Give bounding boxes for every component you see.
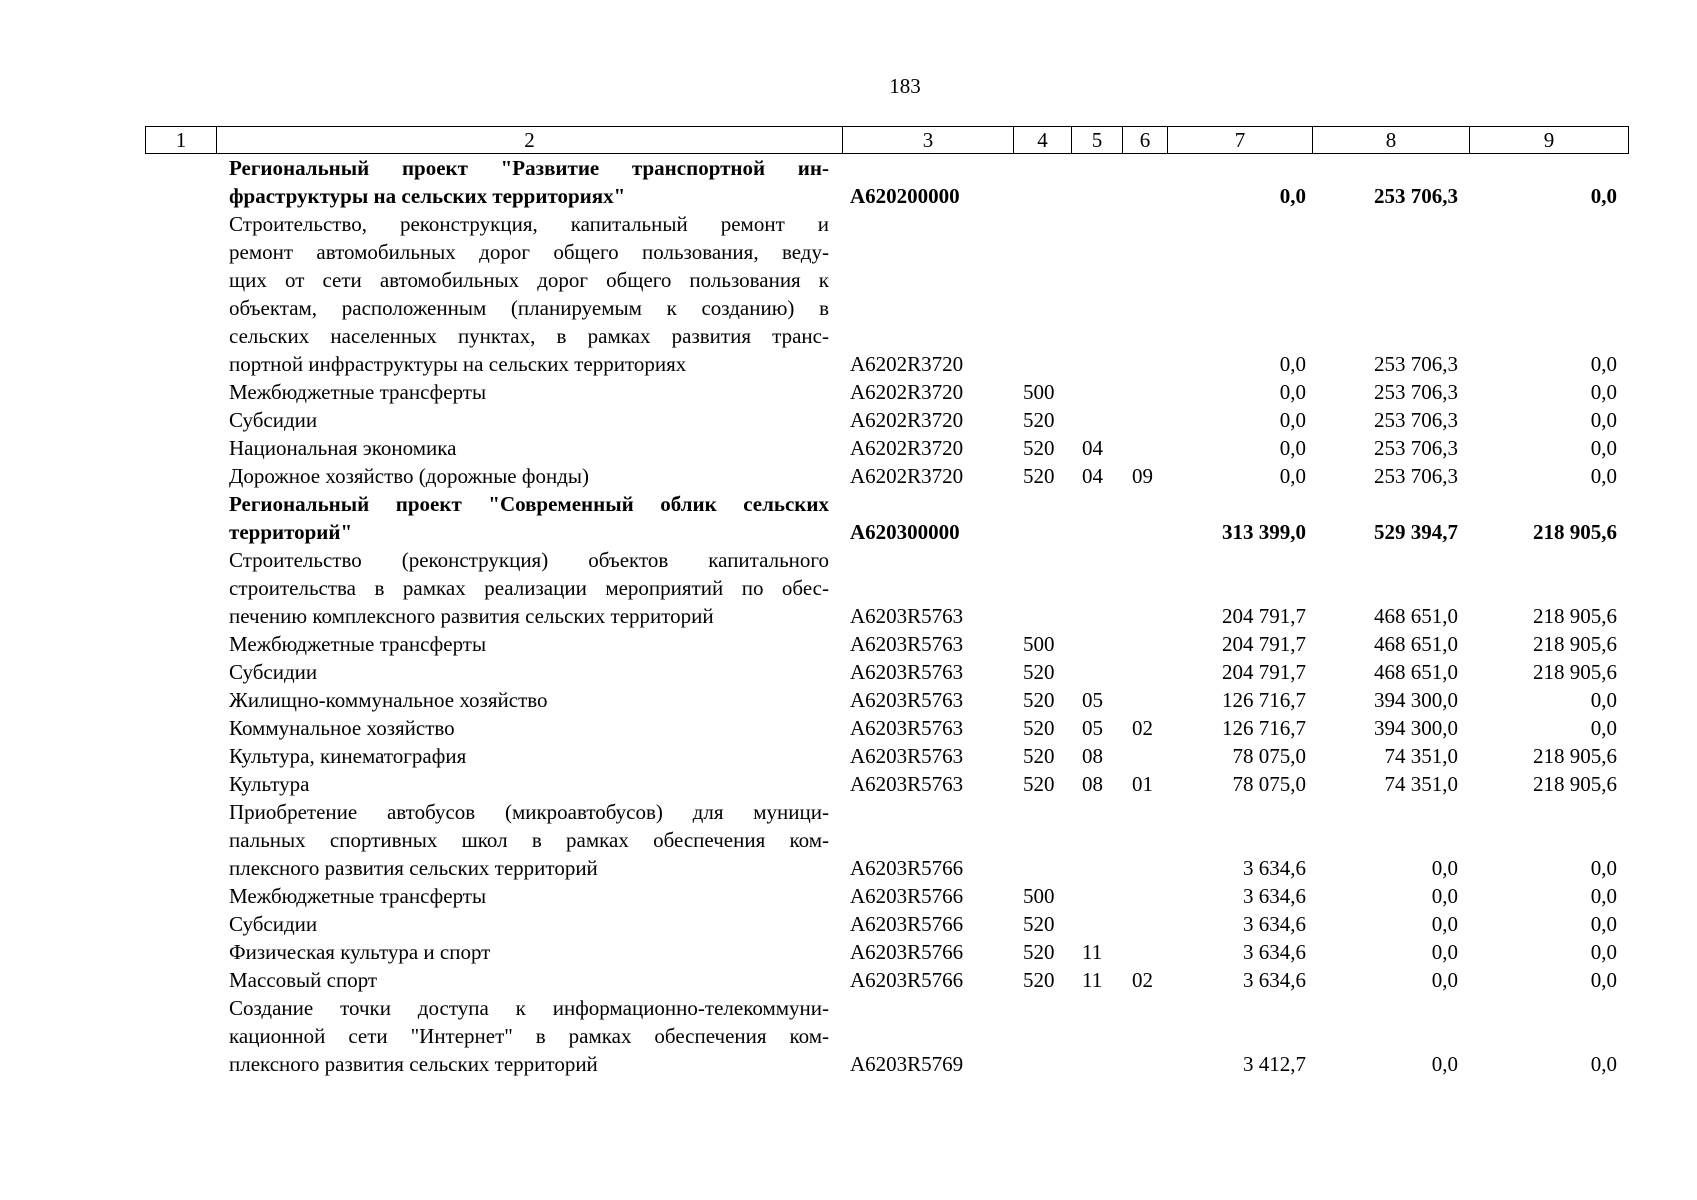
expense-type: 520	[1023, 772, 1055, 796]
row-description	[145, 546, 842, 630]
table-row	[145, 378, 1641, 406]
target-code: А6202R3720	[850, 352, 964, 376]
description-line: пальных спортивных школ в рамках обеспечения ком-	[229, 828, 829, 852]
table-row	[145, 798, 1641, 882]
amount-col-9: 0,0	[1590, 968, 1617, 992]
amount-col-9: 0,0	[1590, 408, 1617, 432]
description-line: ремонт автомобильных дорог общего пользования, веду-	[229, 240, 829, 264]
amount-col-7: 204 791,7	[1222, 604, 1306, 628]
amount-col-7: 204 791,7	[1222, 632, 1306, 656]
target-code: А6203R5763	[850, 716, 964, 740]
table-row	[145, 994, 1641, 1078]
subsection	[1122, 630, 1167, 658]
amount-col-8: 468 651,0	[1374, 660, 1458, 684]
section	[1071, 602, 1122, 630]
subsection	[1122, 910, 1167, 938]
amount-col-9: 0,0	[1590, 884, 1617, 908]
page-number: 183	[889, 74, 921, 98]
header-cell-4: 4	[1014, 127, 1072, 154]
description-line: щих от сети автомобильных дорог общего пользования к	[229, 268, 829, 292]
description-line: Субсидии	[229, 408, 318, 432]
subsection	[1122, 602, 1167, 630]
subsection	[1122, 406, 1167, 434]
target-code: А6203R5763	[850, 604, 964, 628]
description-line: Межбюджетные трансферты	[229, 380, 487, 404]
expense-type: 520	[1023, 464, 1055, 488]
amount-col-8: 0,0	[1431, 940, 1458, 964]
description-line: Приобретение автобусов (микроавтобусов) для муници-	[229, 800, 829, 824]
description-line: Региональный проект "Развитие транспортной ин-	[229, 156, 829, 180]
section: 08	[1082, 744, 1103, 768]
row-description	[145, 434, 842, 462]
subsection: 09	[1132, 464, 1153, 488]
subsection	[1122, 742, 1167, 770]
expense-type: 520	[1023, 688, 1055, 712]
target-code: А6203R5763	[850, 772, 964, 796]
description-line: кационной сети "Интернет" в рамках обеспечения ком-	[229, 1024, 829, 1048]
amount-col-9: 0,0	[1590, 1052, 1617, 1076]
target-code: А6203R5763	[850, 688, 964, 712]
amount-col-9: 218 905,6	[1533, 632, 1617, 656]
amount-col-9: 0,0	[1590, 912, 1617, 936]
row-description	[145, 966, 842, 994]
target-code: А6203R5766	[850, 912, 964, 936]
amount-col-9: 218 905,6	[1533, 520, 1617, 544]
expense-type	[1013, 182, 1071, 210]
target-code: А620300000	[850, 520, 960, 544]
table-row	[145, 910, 1641, 938]
expense-type: 500	[1023, 632, 1055, 656]
table-row	[145, 966, 1641, 994]
header-cell-1: 1	[146, 127, 217, 154]
row-description	[145, 798, 842, 882]
description-line: Культура, кинематография	[229, 744, 467, 768]
subsection	[1122, 182, 1167, 210]
amount-col-7: 0,0	[1279, 436, 1306, 460]
table-row	[145, 546, 1641, 630]
expense-type	[1013, 518, 1071, 546]
amount-col-7: 204 791,7	[1222, 660, 1306, 684]
section: 04	[1082, 436, 1103, 460]
subsection: 02	[1132, 716, 1153, 740]
amount-col-7: 3 634,6	[1243, 856, 1306, 880]
description-line: плексного развития сельских территорий	[229, 856, 598, 880]
project-row	[145, 154, 1641, 210]
table-row	[145, 462, 1641, 490]
section	[1071, 630, 1122, 658]
amount-col-7: 0,0	[1279, 352, 1306, 376]
description-line: Строительство, реконструкция, капитальный ремонт и	[229, 212, 829, 236]
target-code: А6203R5769	[850, 1052, 964, 1076]
amount-col-9: 218 905,6	[1533, 744, 1617, 768]
target-code: А6203R5766	[850, 940, 964, 964]
project-row	[145, 490, 1641, 546]
table-row	[145, 630, 1641, 658]
section	[1071, 854, 1122, 882]
description-line: Физическая культура и спорт	[229, 940, 491, 964]
amount-col-7: 3 634,6	[1243, 912, 1306, 936]
row-description	[145, 882, 842, 910]
description-line: строительства в рамках реализации мероприятий по обес-	[229, 576, 829, 600]
section	[1071, 378, 1122, 406]
amount-col-8: 529 394,7	[1374, 520, 1458, 544]
amount-col-9: 0,0	[1590, 352, 1617, 376]
table-row	[145, 882, 1641, 910]
amount-col-8: 253 706,3	[1374, 184, 1458, 208]
section: 05	[1082, 688, 1103, 712]
header-row	[146, 127, 1629, 154]
amount-col-9: 0,0	[1590, 464, 1617, 488]
description-line: печению комплексного развития сельских территорий	[229, 604, 714, 628]
amount-col-8: 74 351,0	[1384, 744, 1458, 768]
amount-col-7: 3 412,7	[1243, 1052, 1306, 1076]
amount-col-7: 0,0	[1279, 184, 1306, 208]
header-cell-6: 6	[1123, 127, 1168, 154]
subsection	[1122, 882, 1167, 910]
amount-col-8: 468 651,0	[1374, 632, 1458, 656]
amount-col-8: 0,0	[1431, 856, 1458, 880]
expense-type: 520	[1023, 744, 1055, 768]
table-row	[145, 742, 1641, 770]
subsection	[1122, 434, 1167, 462]
section	[1071, 910, 1122, 938]
description-line: Культура	[229, 772, 310, 796]
section	[1071, 518, 1122, 546]
subsection	[1122, 1050, 1167, 1078]
description-line: Межбюджетные трансферты	[229, 632, 487, 656]
table-row	[145, 406, 1641, 434]
row-description	[145, 462, 842, 490]
amount-col-7: 3 634,6	[1243, 940, 1306, 964]
expense-type: 520	[1023, 940, 1055, 964]
row-description	[145, 154, 842, 210]
amount-col-8: 0,0	[1431, 912, 1458, 936]
amount-col-8: 0,0	[1431, 1052, 1458, 1076]
section	[1071, 658, 1122, 686]
amount-col-9: 0,0	[1590, 688, 1617, 712]
header-cell-5: 5	[1072, 127, 1123, 154]
description-line: Субсидии	[229, 912, 318, 936]
expense-type: 520	[1023, 968, 1055, 992]
table-row	[145, 938, 1641, 966]
row-description	[145, 910, 842, 938]
expense-type	[1013, 602, 1071, 630]
target-code: А6202R3720	[850, 380, 964, 404]
expense-type: 520	[1023, 716, 1055, 740]
header-cell-2: 2	[217, 127, 843, 154]
table-row	[145, 210, 1641, 378]
amount-col-8: 253 706,3	[1374, 464, 1458, 488]
amount-col-7: 3 634,6	[1243, 968, 1306, 992]
subsection	[1122, 658, 1167, 686]
amount-col-7: 3 634,6	[1243, 884, 1306, 908]
expense-type	[1013, 1050, 1071, 1078]
subsection	[1122, 378, 1167, 406]
subsection	[1122, 854, 1167, 882]
expense-type	[1013, 854, 1071, 882]
subsection	[1122, 350, 1167, 378]
header-cell-8: 8	[1313, 127, 1470, 154]
row-description	[145, 490, 842, 546]
amount-col-9: 0,0	[1590, 856, 1617, 880]
subsection	[1122, 518, 1167, 546]
amount-col-9: 0,0	[1590, 184, 1617, 208]
table-row	[145, 658, 1641, 686]
expense-type: 520	[1023, 408, 1055, 432]
expense-type: 500	[1023, 380, 1055, 404]
description-line: территорий"	[229, 520, 353, 544]
amount-col-9: 218 905,6	[1533, 772, 1617, 796]
description-line: Коммунальное хозяйство	[229, 716, 455, 740]
description-line: Жилищно-коммунальное хозяйство	[229, 688, 548, 712]
amount-col-8: 394 300,0	[1374, 688, 1458, 712]
section	[1071, 350, 1122, 378]
expense-type: 500	[1023, 884, 1055, 908]
description-line: сельских населенных пунктах, в рамках развития транс-	[229, 324, 829, 348]
description-line: плексного развития сельских территорий	[229, 1052, 598, 1076]
amount-col-7: 0,0	[1279, 408, 1306, 432]
target-code: А6203R5763	[850, 632, 964, 656]
description-line: Субсидии	[229, 660, 318, 684]
expense-type: 520	[1023, 912, 1055, 936]
amount-col-8: 253 706,3	[1374, 408, 1458, 432]
section: 11	[1082, 940, 1103, 964]
expense-type: 520	[1023, 660, 1055, 684]
row-description	[145, 406, 842, 434]
description-line: фраструктуры на сельских территориях"	[229, 184, 626, 208]
section: 04	[1082, 464, 1103, 488]
target-code: А6203R5763	[850, 660, 964, 684]
target-code: А6203R5766	[850, 856, 964, 880]
target-code: А6202R3720	[850, 464, 964, 488]
description-line: Массовый спорт	[229, 968, 378, 992]
target-code: А6202R3720	[850, 408, 964, 432]
table-row	[145, 770, 1641, 798]
row-description	[145, 938, 842, 966]
description-line: Строительство (реконструкция) объектов капитального	[229, 548, 829, 572]
subsection: 01	[1132, 772, 1153, 796]
amount-col-8: 253 706,3	[1374, 352, 1458, 376]
amount-col-7: 313 399,0	[1222, 520, 1306, 544]
description-line: Создание точки доступа к информационно-телекоммуни-	[229, 996, 829, 1020]
row-description	[145, 658, 842, 686]
amount-col-7: 78 075,0	[1232, 772, 1306, 796]
table-row	[145, 434, 1641, 462]
amount-col-9: 0,0	[1590, 940, 1617, 964]
amount-col-7: 78 075,0	[1232, 744, 1306, 768]
section: 11	[1082, 968, 1103, 992]
description-line: Дорожное хозяйство (дорожные фонды)	[229, 464, 590, 488]
amount-col-8: 74 351,0	[1384, 772, 1458, 796]
amount-col-8: 0,0	[1431, 968, 1458, 992]
description-line: объектам, расположенным (планируемым к созданию) в	[229, 296, 829, 320]
amount-col-8: 253 706,3	[1374, 380, 1458, 404]
subsection	[1122, 938, 1167, 966]
row-description	[145, 378, 842, 406]
section	[1071, 406, 1122, 434]
amount-col-9: 0,0	[1590, 380, 1617, 404]
table-row	[145, 714, 1641, 742]
row-description	[145, 742, 842, 770]
target-code: А620200000	[850, 184, 960, 208]
amount-col-7: 0,0	[1279, 380, 1306, 404]
description-line: Региональный проект "Современный облик сельских	[229, 492, 829, 516]
header-cell-7: 7	[1168, 127, 1313, 154]
target-code: А6202R3720	[850, 436, 964, 460]
amount-col-8: 253 706,3	[1374, 436, 1458, 460]
section: 05	[1082, 716, 1103, 740]
header-cell-9: 9	[1470, 127, 1629, 154]
amount-col-8: 394 300,0	[1374, 716, 1458, 740]
amount-col-9: 218 905,6	[1533, 660, 1617, 684]
section	[1071, 182, 1122, 210]
section	[1071, 1050, 1122, 1078]
description-line: портной инфраструктуры на сельских территориях	[229, 352, 687, 376]
target-code: А6203R5766	[850, 884, 964, 908]
amount-col-8: 468 651,0	[1374, 604, 1458, 628]
description-line: Национальная экономика	[229, 436, 457, 460]
section	[1071, 882, 1122, 910]
subsection: 02	[1132, 968, 1153, 992]
row-description	[145, 994, 842, 1078]
subsection	[1122, 686, 1167, 714]
row-description	[145, 630, 842, 658]
row-description	[145, 770, 842, 798]
amount-col-7: 126 716,7	[1222, 688, 1306, 712]
amount-col-9: 218 905,6	[1533, 604, 1617, 628]
amount-col-7: 126 716,7	[1222, 716, 1306, 740]
description-line: Межбюджетные трансферты	[229, 884, 487, 908]
section: 08	[1082, 772, 1103, 796]
row-description	[145, 714, 842, 742]
amount-col-7: 0,0	[1279, 464, 1306, 488]
column-number-header	[145, 126, 1629, 154]
target-code: А6203R5763	[850, 744, 964, 768]
amount-col-9: 0,0	[1590, 716, 1617, 740]
table-row	[145, 686, 1641, 714]
row-description	[145, 686, 842, 714]
header-cell-3: 3	[843, 127, 1014, 154]
target-code: А6203R5766	[850, 968, 964, 992]
expense-type	[1013, 350, 1071, 378]
amount-col-8: 0,0	[1431, 884, 1458, 908]
expense-type: 520	[1023, 436, 1055, 460]
budget-table-body	[145, 154, 1641, 1078]
amount-col-9: 0,0	[1590, 436, 1617, 460]
row-description	[145, 210, 842, 378]
